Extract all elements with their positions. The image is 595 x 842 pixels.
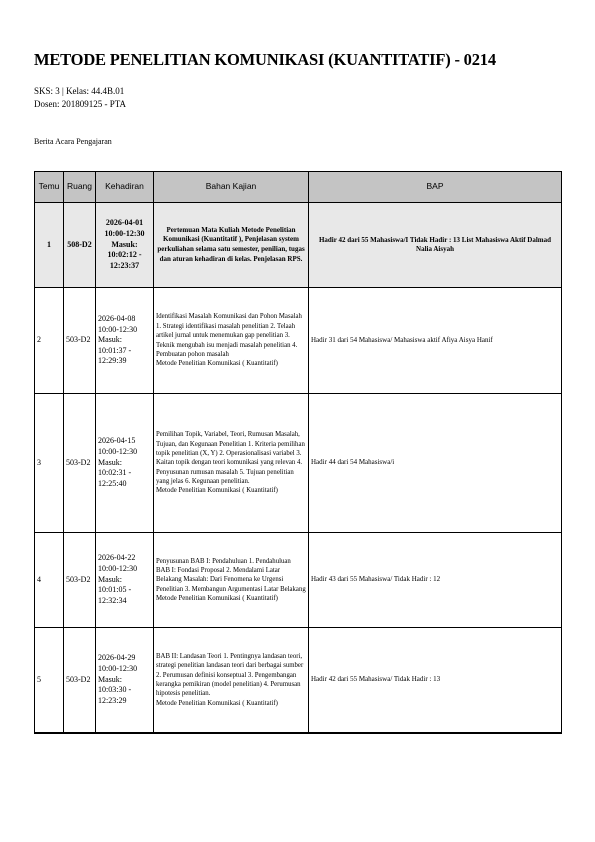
kehadiran-masuk-label: Masuk: <box>98 457 122 467</box>
column-header-kehadiran: Kehadiran <box>96 172 154 203</box>
cell-ruang: 503-D2 <box>64 288 96 394</box>
table-row <box>35 203 562 288</box>
cell-ruang: 508-D2 <box>64 203 96 288</box>
kehadiran-keluar: 12:23:37 <box>109 260 140 270</box>
cell-ruang: 503-D2 <box>64 394 96 533</box>
cell-bahan-kajian <box>154 394 309 533</box>
cell-ruang: 503-D2 <box>64 533 96 628</box>
cell-kehadiran <box>96 628 154 734</box>
kehadiran-tanggal: 2026-04-29 <box>98 653 136 663</box>
cell-temu: 3 <box>35 394 64 533</box>
kehadiran-keluar: 12:23:29 <box>98 695 127 705</box>
cell-kehadiran <box>96 394 154 533</box>
kehadiran-keluar: 12:29:39 <box>98 356 127 366</box>
course-meta-sks-kelas: SKS: 3 | Kelas: 44.4B.01 <box>34 86 125 96</box>
table-row <box>35 628 562 734</box>
bahan-kajian-text: BAB II: Landasan Teori 1. Pentingnya landasan teori, strategi penelitian landasan teori dari berbagai sumber 2. Perumusan definisi konseptual 3. Pengembangan kerangka pemikiran (model penelitian) 4. Perumusan hipotesis penelitian. <box>156 652 304 698</box>
kehadiran-jam: 10:00-12:30 <box>98 324 138 334</box>
kehadiran-jam: 10:00-12:30 <box>98 447 138 457</box>
kehadiran-masuk-label: Masuk: <box>98 335 122 345</box>
table-row <box>35 533 562 628</box>
kehadiran-jam: 10:00-12:30 <box>98 564 138 574</box>
bap-table <box>34 171 562 734</box>
bahan-kajian-kategori: Metode Penelitian Komunikasi ( Kuantitatif) <box>156 360 278 368</box>
cell-temu: 1 <box>35 203 64 288</box>
kehadiran-keluar: 12:32:34 <box>98 595 127 605</box>
cell-temu: 5 <box>35 628 64 734</box>
cell-bahan-kajian <box>154 628 309 734</box>
kehadiran-masuk-label: Masuk: <box>98 674 122 684</box>
cell-kehadiran <box>96 203 154 288</box>
cell-bahan-kajian <box>154 288 309 394</box>
kehadiran-masuk: 10:02:12 - <box>107 250 142 260</box>
column-header-ruang: Ruang <box>64 172 96 203</box>
cell-bap: Hadir 42 dari 55 Mahasiswa/ Tidak Hadir : 13 <box>309 628 562 734</box>
kehadiran-tanggal: 2026-04-22 <box>98 553 136 563</box>
kehadiran-tanggal: 2026-04-01 <box>105 218 144 228</box>
kehadiran-masuk-label: Masuk: <box>98 574 122 584</box>
kehadiran-keluar: 12:25:40 <box>98 478 127 488</box>
bahan-kajian-text: Pertemuan Mata Kuliah Metode Penelitian Komunikasi (Kuantitatif ), Penjelasan system perkuliahan selama satu semester, penilian, tugas dan aturan kehadiran di kelas. Penjelasan RPS. <box>157 225 305 263</box>
course-title: METODE PENELITIAN KOMUNIKASI (KUANTITATIF) - 0214 <box>34 50 496 69</box>
table-row <box>35 394 562 533</box>
kehadiran-tanggal: 2026-04-15 <box>98 436 136 446</box>
bahan-kajian-text: Identifikasi Masalah Komunikasi dan Pohon Masalah 1. Strategi identifikasi masalah penelitian 2. Telaah artikel jurnal untuk menemukan gap penelitian 3. Teknik mengubah isu menjadi masalah penelitian 4. Pembuatan pohon masalah <box>156 313 302 358</box>
kehadiran-masuk: 10:02:31 - <box>98 468 132 478</box>
cell-temu: 4 <box>35 533 64 628</box>
kehadiran-masuk-label: Masuk: <box>111 239 138 249</box>
section-label: Berita Acara Pengajaran <box>34 137 112 146</box>
bahan-kajian-kategori: Metode Penelitian Komunikasi ( Kuantitatif) <box>156 699 278 707</box>
cell-bap: Hadir 31 dari 54 Mahasiswa/ Mahasiswa aktif Afiya Aisya Hanif <box>309 288 562 394</box>
column-header-temu: Temu <box>35 172 64 203</box>
bahan-kajian-kategori: Metode Penelitian Komunikasi ( Kuantitatif) <box>156 487 278 495</box>
course-meta-dosen: Dosen: 201809125 - PTA <box>34 99 127 109</box>
cell-ruang: 503-D2 <box>64 628 96 734</box>
column-header-bap: BAP <box>309 172 562 203</box>
cell-temu: 2 <box>35 288 64 394</box>
bahan-kajian-text: Pemilihan Topik, Variabel, Teori, Rumusan Masalah, Tujuan, dan Kegunaan Penelitian 1. Kriteria pemilihan topik penelitian (X, Y) 2. Operasionalisasi variabel 3. Kaitan topik dengan teori komunikasi yang relevan 4. Penyusunan rumusan masalah 5. Tujuan penelitian yang jelas 6. Kegunaan penelitian. <box>156 431 305 486</box>
bahan-kajian-text: Penyusunan BAB I: Pendahuluan 1. Pendahuluan BAB I: Fondasi Proposal 2. Mendalami Latar Belakang Masalah: Dari Fenomena ke Urgensi Penelitian 3. Membangun Argumentasi Latar Belakang <box>156 557 306 593</box>
kehadiran-tanggal: 2026-04-08 <box>98 313 136 323</box>
kehadiran-jam: 10:00-12:30 <box>98 664 138 674</box>
kehadiran-masuk: 10:01:05 - <box>98 585 132 595</box>
table-row <box>35 288 562 394</box>
cell-bap: Hadir 44 dari 54 Mahasiswa/i <box>309 394 562 533</box>
cell-bap: Hadir 42 dari 55 Mahasiswa/I Tidak Hadir : 13 List Mahasiswa Aktif Dalmad Nalia Aisyah <box>309 203 562 288</box>
table-header-row <box>35 172 562 203</box>
kehadiran-jam: 10:00-12:30 <box>104 229 145 239</box>
kehadiran-masuk: 10:01:37 - <box>98 345 132 355</box>
cell-bap: Hadir 43 dari 55 Mahasiswa/ Tidak Hadir : 12 <box>309 533 562 628</box>
bahan-kajian-kategori: Metode Penelitian Komunikasi ( Kuantitatif) <box>156 595 278 603</box>
column-header-bahan-kajian: Bahan Kajian <box>154 172 309 203</box>
kehadiran-masuk: 10:03:30 - <box>98 685 132 695</box>
cell-kehadiran <box>96 288 154 394</box>
cell-bahan-kajian <box>154 533 309 628</box>
cell-kehadiran <box>96 533 154 628</box>
cell-bahan-kajian <box>154 203 309 288</box>
